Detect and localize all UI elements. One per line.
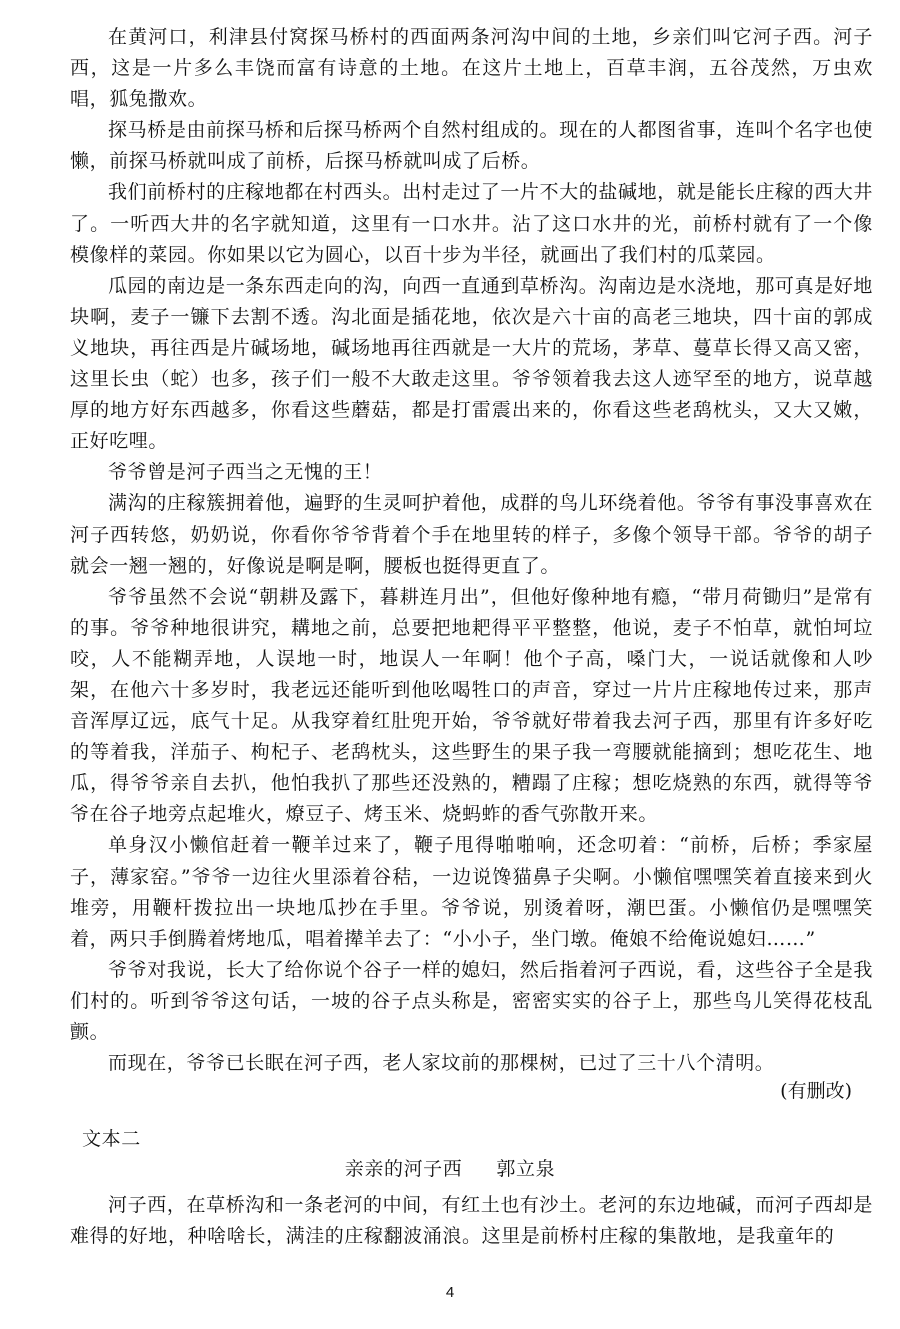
paragraph: 爷爷曾是河子西当之无愧的王！	[108, 461, 383, 484]
text-one-body	[70, 22, 873, 1079]
article-title-line	[0, 1154, 900, 1185]
paragraph: 瓜园的南边是一条东西走向的沟，向西一直通到草桥沟。沟南边是水浇地，那可真是好地块啊，麦子一镰下去割不透。沟北面是插花地，依次是六十亩的高老三地块，四十亩的郭成义地块，再往西是片碱场地，碱场地再往西就是一大片的荒场，茅草、蔓草长得又高又密，这里长虫（蛇）也多，孩子们一般不大敢走这里。爷爷领着我去这人迹罕至的地方，说草越厚的地方好东西越多，你看这些蘑菇，都是打雷震出来的，你看这些老鸹枕头，又大又嫩，正好吃哩。	[70, 274, 873, 453]
article-title: 亲亲的河子西	[344, 1158, 463, 1180]
paragraph: 在黄河口，利津县付窝探马桥村的西面两条河沟中间的土地，乡亲们叫它河子西。河子西，这是一片多么丰饶而富有诗意的土地。在这片土地上，百草丰润，五谷茂然，万虫欢唱，狐兔撒欢。	[70, 26, 873, 111]
abridged-note: (有删改)	[780, 1080, 852, 1102]
paragraph: 而现在，爷爷已长眠在河子西，老人家坟前的那棵树，已过了三十八个清明。	[108, 1052, 775, 1075]
paragraph: 探马桥是由前探马桥和后探马桥两个自然村组成的。现在的人都图省事，连叫个名字也使懒，前探马桥就叫成了前桥，后探马桥就叫成了后桥。	[70, 119, 873, 173]
paragraph: 我们前桥村的庄稼地都在村西头。出村走过了一片不大的盐碱地，就是能长庄稼的西大井了。一听西大井的名字就知道，这里有一口水井。沾了这口水井的光，前桥村就有了一个像模像样的菜园。你如果以它为圆心，以百十步为半径，就画出了我们村的瓜菜园。	[70, 181, 873, 266]
paragraph: 爷爷虽然不会说“朝耕及露下，暮耕连月出”，但他好像种地有瘾，“带月荷锄归”是常有的事。爷爷种地很讲究，耩地之前，总要把地耙得平平整整，他说，麦子不怕草，就怕坷垃咬，人不能糊弄地，人误地一时，地误人一年啊！他个子高，嗓门大，一说话就像和人吵架，在他六十多岁时，我老远还能听到他吆喝牲口的声音，穿过一片片庄稼地传过来，那声音浑厚辽远，底气十足。从我穿着红肚兜开始，爷爷就好带着我去河子西，那里有许多好吃的等着我，洋茄子、枸杞子、老鸹枕头，这些野生的果子我一弯腰就能摘到；想吃花生、地瓜，得爷爷亲自去扒，他怕我扒了那些还没熟的，糟蹋了庄稼；想吃烧熟的东西，就得等爷爷在谷子地旁点起堆火，燎豆子、烤玉米、烧蚂蚱的香气弥散开来。	[70, 585, 873, 826]
paragraph: 满沟的庄稼簇拥着他，遍野的生灵呵护着他，成群的鸟儿环绕着他。爷爷有事没事喜欢在河子西转悠，奶奶说，你看你爷爷背着个手在地里转的样子，多像个领导干部。爷爷的胡子就会一翘一翘的，好像说是啊是啊，腰板也挺得更直了。	[70, 492, 873, 577]
page-number: 4	[445, 1284, 455, 1301]
paragraph: 单身汉小懒倌赶着一鞭羊过来了，鞭子甩得啪啪响，还念叨着：“前桥，后桥；季家屋子，薄家窑。”爷爷一边往火里添着谷秸，一边说馋猫鼻子尖啊。小懒倌嘿嘿笑着直接来到火堆旁，用鞭杆拨拉出一块地瓜抄在手里。爷爷说，别烫着呀，潮巴蛋。小懒倌仍是嘿嘿笑着，两只手倒腾着烤地瓜，唱着撵羊去了：“小小子，坐门墩。俺娘不给俺说媳妇……”	[70, 834, 873, 950]
paragraph: 爷爷对我说，长大了给你说个谷子一样的媳妇，然后指着河子西说，看，这些谷子全是我们村的。听到爷爷这句话，一坡的谷子点头称是，密密实实的谷子上，那些鸟儿笑得花枝乱颤。	[70, 958, 873, 1043]
paragraph: 河子西，在草桥沟和一条老河的中间，有红土也有沙土。老河的东边地碱，而河子西却是难得的好地，种啥啥长，满洼的庄稼翻波涌浪。这里是前桥村庄稼的集散地，是我童年的	[70, 1194, 873, 1248]
section-label: 文本二	[82, 1128, 141, 1150]
text-two-body	[70, 1190, 873, 1252]
article-author: 郭立泉	[496, 1158, 556, 1180]
